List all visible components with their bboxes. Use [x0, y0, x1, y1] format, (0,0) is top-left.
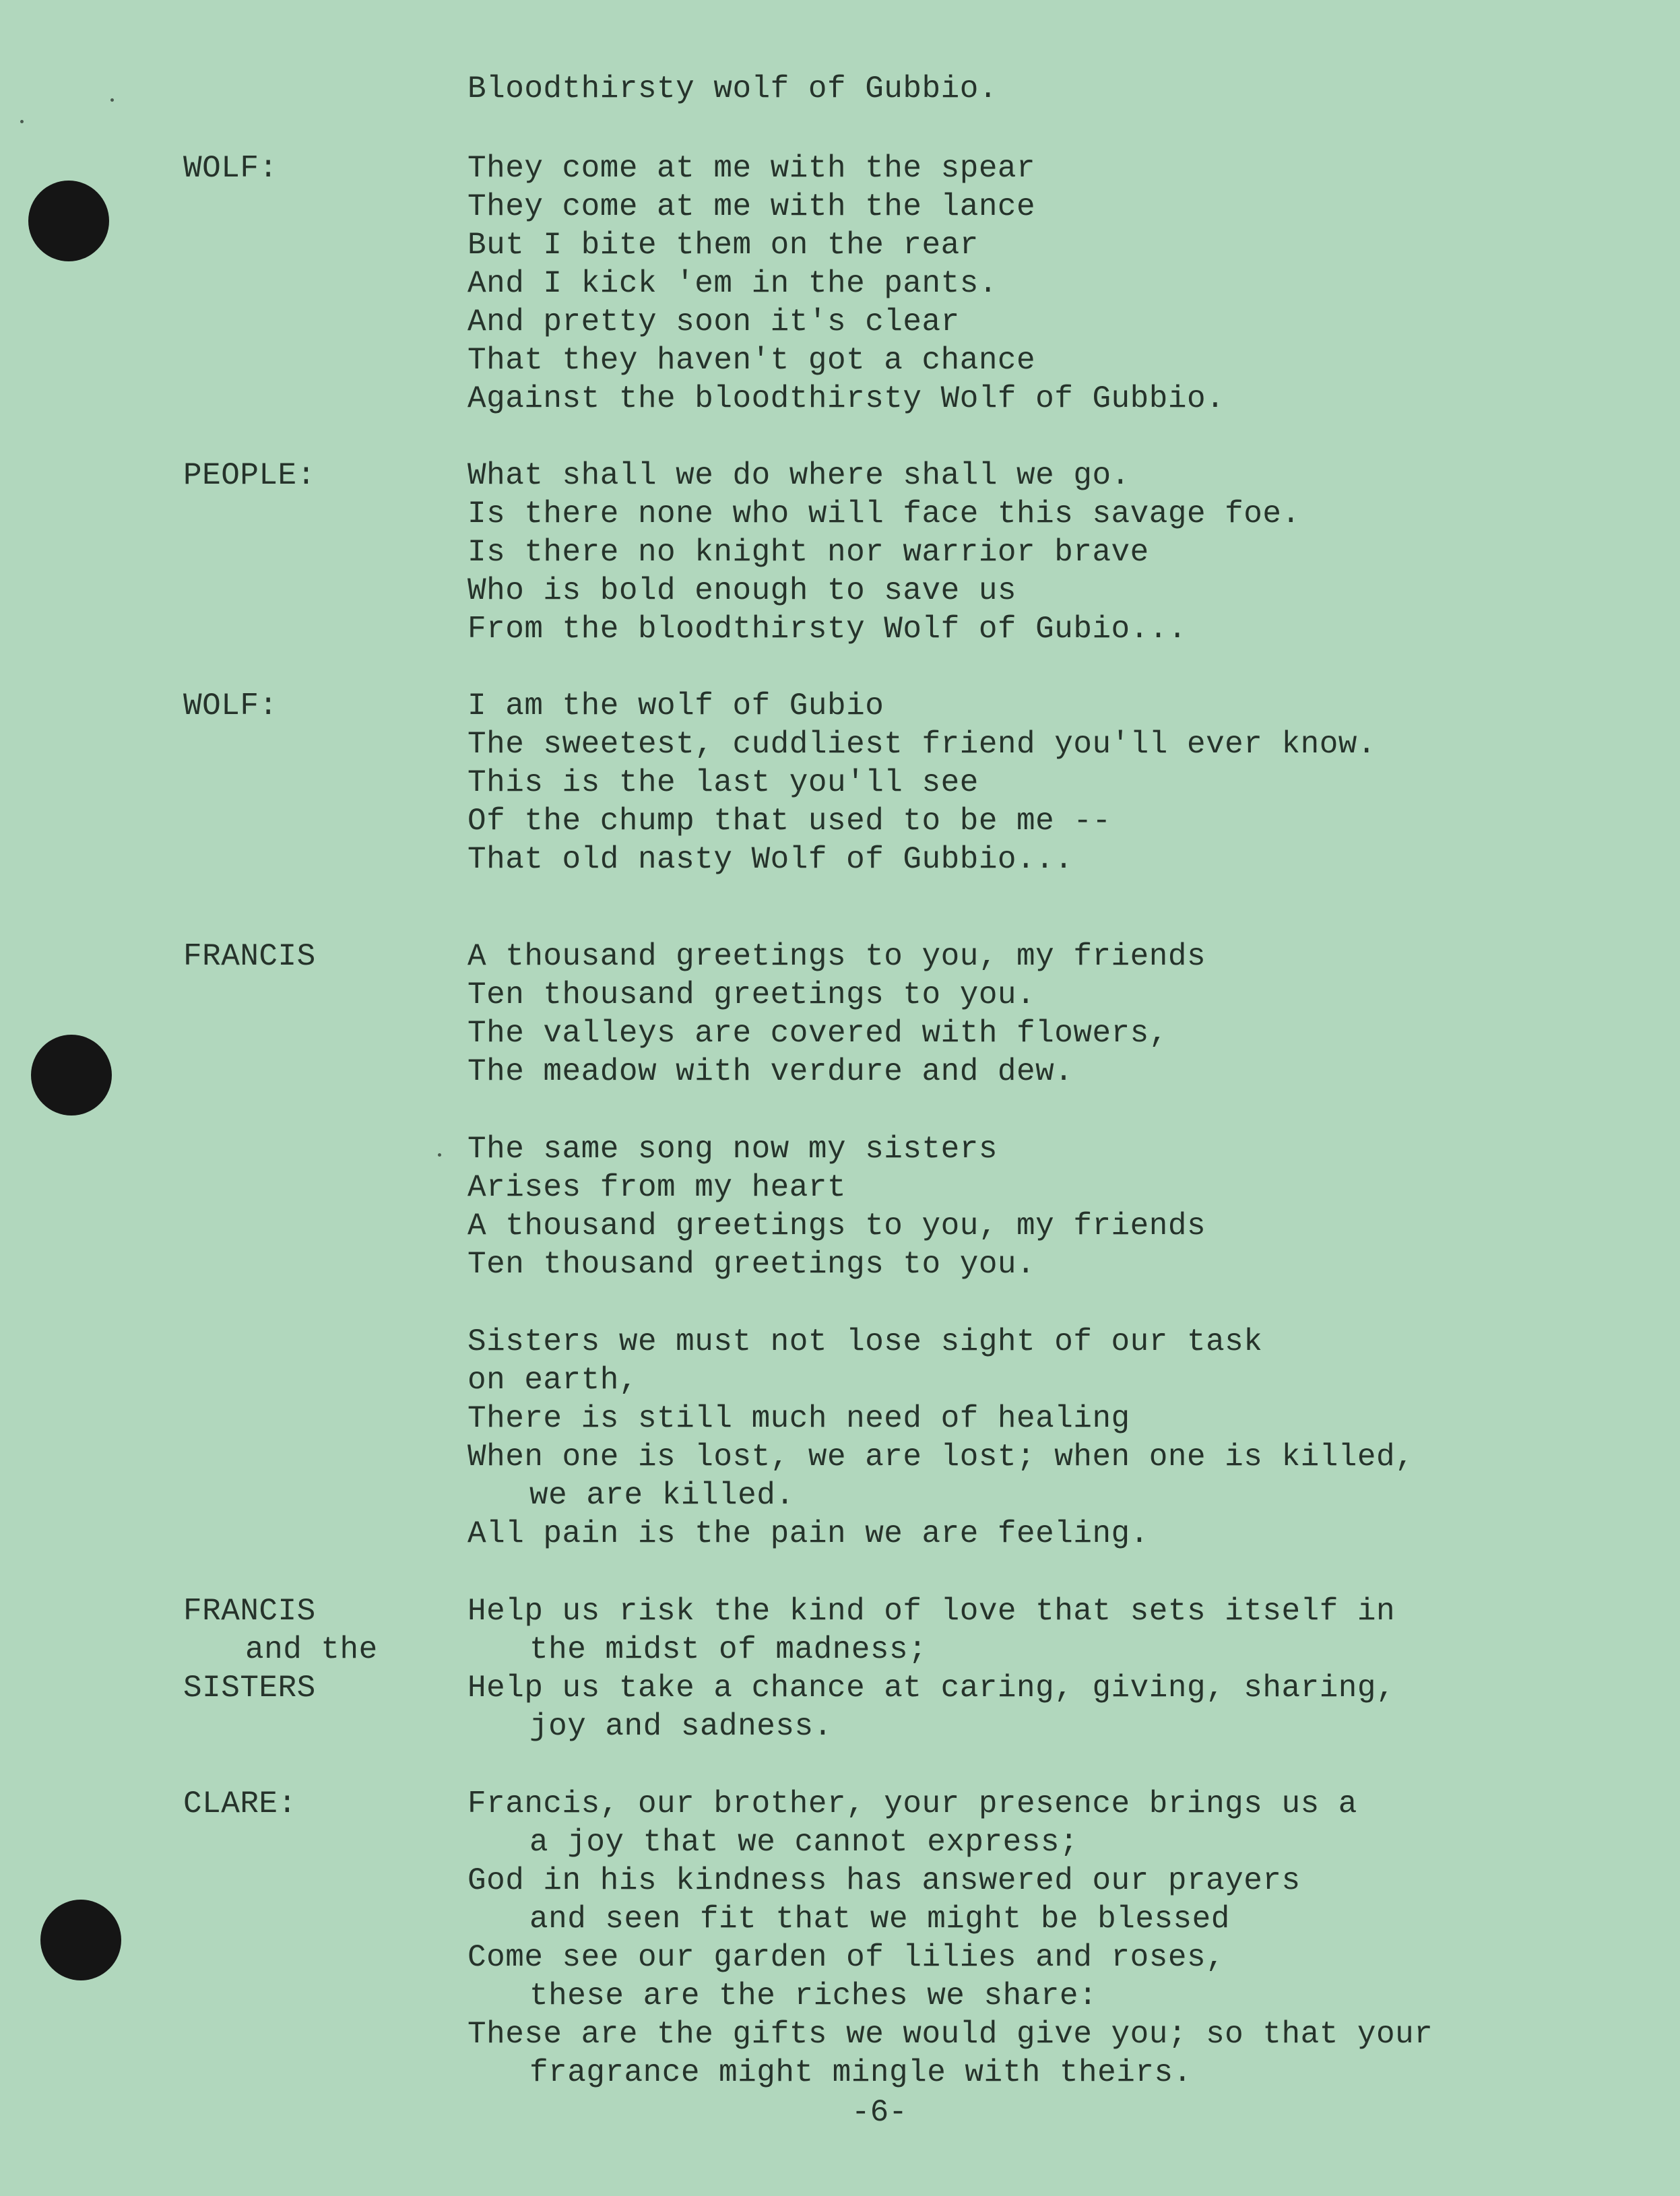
lyric-line: When one is lost, we are lost; when one is killed, — [467, 1440, 1415, 1475]
speaker-wolf: WOLF: — [183, 688, 278, 723]
page-number: -6- — [851, 2095, 907, 2130]
speaker-francis-and-sisters: FRANCIS — [183, 1594, 316, 1629]
lyric-line: Sisters we must not lose sight of our task — [467, 1324, 1263, 1359]
lyric-line: Ten thousand greetings to you. — [467, 1247, 1036, 1282]
lyric-line: The sweetest, cuddliest friend you'll ever know. — [467, 727, 1377, 762]
lyric-line: Arises from my heart — [467, 1170, 847, 1205]
lyric-line-continued: fragrance might mingle with theirs. — [529, 2055, 1192, 2090]
opening-line: Bloodthirsty wolf of Gubbio. — [467, 71, 998, 106]
lyric-line-continued: these are the riches we share: — [529, 1978, 1098, 2013]
lyric-line: This is the last you'll see — [467, 765, 979, 800]
punch-hole-middle — [31, 1035, 112, 1116]
lyric-line: These are the gifts we would give you; so that your — [467, 2017, 1433, 2052]
lyric-line: They come at me with the spear — [467, 151, 1036, 186]
lyric-line: Ten thousand greetings to you. — [467, 977, 1036, 1012]
lyric-line: That they haven't got a chance — [467, 343, 1036, 378]
lyric-line: But I bite them on the rear — [467, 228, 979, 263]
lyric-line: God in his kindness has answered our prayers — [467, 1863, 1301, 1898]
lyric-line: All pain is the pain we are feeling. — [467, 1516, 1149, 1551]
lyric-line-continued: the midst of madness; — [529, 1632, 928, 1667]
lyric-line: The same song now my sisters — [467, 1132, 998, 1167]
lyric-line: Help us take a chance at caring, giving, sharing, — [467, 1671, 1396, 1706]
lyric-line: A thousand greetings to you, my friends — [467, 1208, 1206, 1244]
paper-speck — [438, 1153, 441, 1157]
punch-hole-bottom — [40, 1900, 121, 1980]
speaker-francis: FRANCIS — [183, 939, 316, 974]
lyric-line-continued: and seen fit that we might be blessed — [529, 1902, 1230, 1937]
lyric-line: That old nasty Wolf of Gubbio... — [467, 842, 1074, 877]
lyric-line: From the bloodthirsty Wolf of Gubio... — [467, 612, 1187, 647]
lyric-line: Help us risk the kind of love that sets itself in — [467, 1594, 1396, 1629]
lyric-line: Is there none who will face this savage foe. — [467, 496, 1301, 531]
lyric-line: The meadow with verdure and dew. — [467, 1054, 1074, 1089]
lyric-line: Come see our garden of lilies and roses, — [467, 1940, 1225, 1975]
lyric-line-continued: we are killed. — [529, 1478, 795, 1513]
punch-hole-top — [28, 181, 109, 261]
speaker-clare: CLARE: — [183, 1786, 297, 1821]
lyric-line: Francis, our brother, your presence brings us a — [467, 1786, 1357, 1821]
lyric-line: on earth, — [467, 1363, 638, 1398]
lyric-line: What shall we do where shall we go. — [467, 458, 1130, 493]
paper-speck — [20, 120, 24, 123]
lyric-line: A thousand greetings to you, my friends — [467, 939, 1206, 974]
speaker-people: PEOPLE: — [183, 458, 316, 493]
lyric-line: The valleys are covered with flowers, — [467, 1016, 1168, 1051]
lyric-line-continued: a joy that we cannot express; — [529, 1825, 1079, 1860]
speaker-francis-and-sisters: and the — [245, 1632, 378, 1667]
lyric-line: And pretty soon it's clear — [467, 304, 960, 340]
lyric-line: Who is bold enough to save us — [467, 573, 1017, 608]
lyric-line: Is there no knight nor warrior brave — [467, 535, 1149, 570]
lyric-line: Of the chump that used to be me -- — [467, 804, 1111, 839]
lyric-line: They come at me with the lance — [467, 189, 1036, 224]
lyric-line: I am the wolf of Gubio — [467, 688, 884, 723]
speaker-wolf: WOLF: — [183, 151, 278, 186]
lyric-line: Against the bloodthirsty Wolf of Gubbio. — [467, 381, 1225, 416]
speaker-francis-and-sisters: SISTERS — [183, 1671, 316, 1706]
lyric-line-continued: joy and sadness. — [529, 1709, 833, 1744]
lyric-line: And I kick 'em in the pants. — [467, 266, 998, 301]
lyric-line: There is still much need of healing — [467, 1401, 1130, 1436]
paper-speck — [110, 98, 114, 102]
